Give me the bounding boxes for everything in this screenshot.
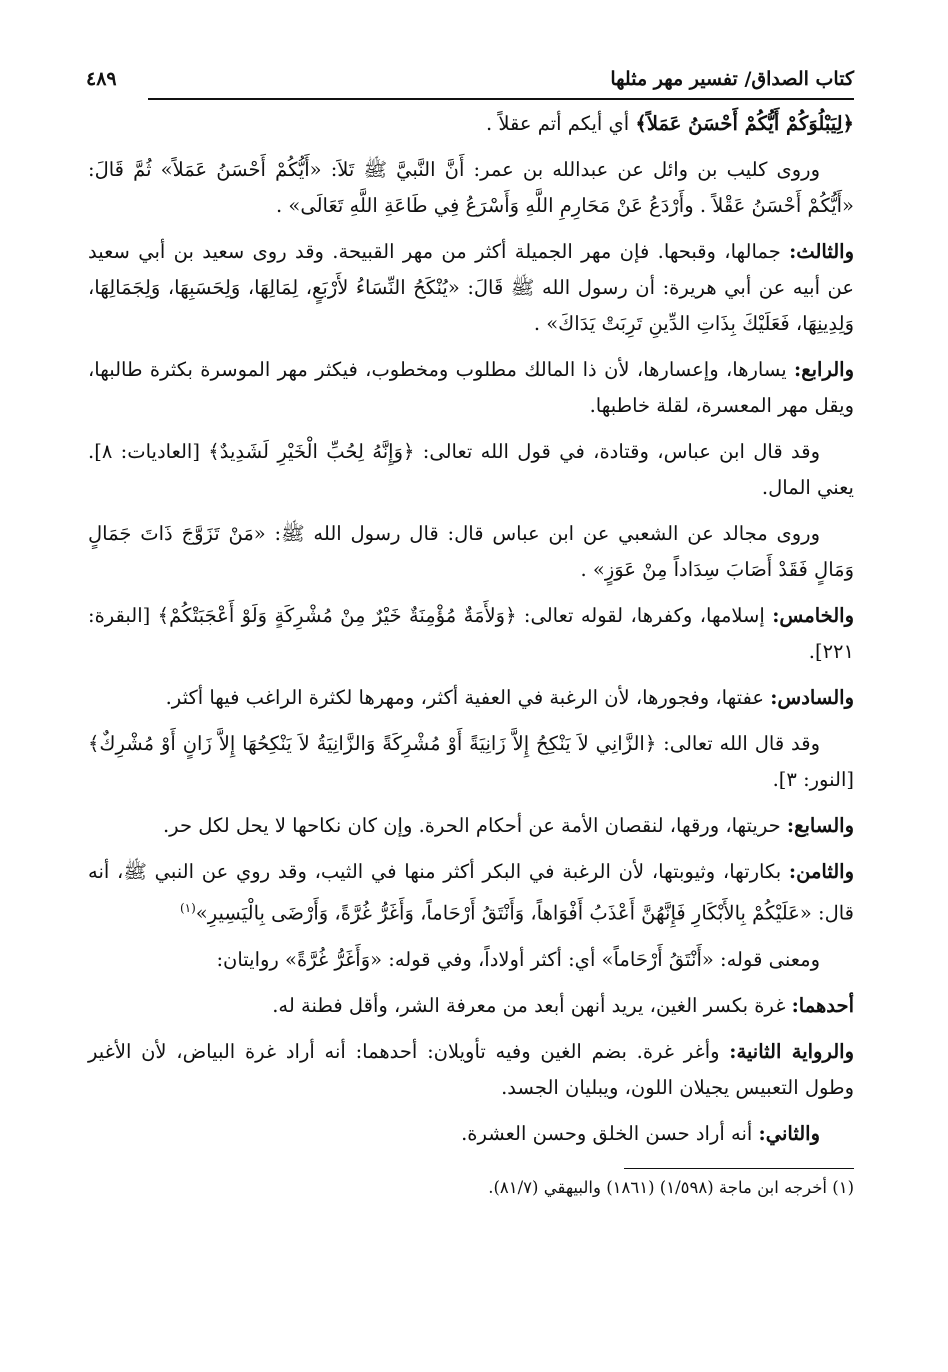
paragraph <box>88 680 854 716</box>
paragraph-text: أنه أراد حسن الخلق وحسن العشرة. <box>461 1121 759 1145</box>
page-body <box>88 106 854 1201</box>
paragraph <box>88 516 854 588</box>
paragraph <box>88 434 854 506</box>
paragraph-text: ومعنى قوله: «أَنْتَقُ أَرْحَاماً» أي: أكثر أولاداً، وفي قوله: «وَأَغَرُّ غُرَّةً» روايتان: <box>216 947 820 971</box>
paragraph <box>88 234 854 342</box>
paragraph-text: عفتها، وفجورها، لأن الرغبة في العفية أكثر، ومهرها لكثرة الراغب فيها أكثر. <box>165 686 771 709</box>
paragraph <box>88 352 854 424</box>
paragraph-lead: أحدهما: <box>791 993 854 1017</box>
paragraph <box>88 598 854 670</box>
paragraph-lead: والثاني: <box>758 1121 820 1145</box>
footnote-reference: (١) <box>179 901 196 915</box>
paragraph-text: إسلامها، وكفرها، لقوله تعالى: ﴿وَلأَمَةٌ مُؤْمِنَةٌ خَيْرٌ مِنْ مُشْرِكَةٍ وَلَوْ أَعْجَبَتْكُمْ﴾ [البقرة: ٢٢١]. <box>88 604 854 663</box>
paragraph <box>88 1034 854 1106</box>
paragraph-text: حريتها، ورقها، لنقصان الأمة عن أحكام الحرة. وإن كان نكاحها لا يحل لكل حر. <box>162 814 787 837</box>
paragraph-text: بكارتها، وثيوبتها، لأن الرغبة في البكر أكثر منها في الثيب، وقد روي عن النبي ﷺ، أنه قال: «عَلَيْكُمْ بِالأَبْكَارِ فَإِنَّهُنَّ أَعْذَبُ أَفْوَاهاً، وَأَنْتَقُ أَرْحَاماً، وَأَغَرُّ غُرَّةً، وَأَرْضَى بِالْيَسِيرِ» <box>88 860 854 925</box>
paragraph <box>88 152 854 224</box>
paragraph <box>88 1116 854 1152</box>
paragraph <box>88 942 854 978</box>
paragraph-lead: والثالث: <box>789 240 854 263</box>
running-title: كتاب الصداق/ تفسير مهر مثلها <box>600 68 854 90</box>
paragraph-text: يسارها، وإعسارها، لأن ذا المالك مطلوب ومخطوب، فيكثر مهر الموسرة بكثرة طالبها، ويقل مهر المعسرة، لقلة خاطبها. <box>88 358 854 417</box>
paragraph-text: جمالها، وقبحها. فإن مهر الجميلة أكثر من مهر القبيحة. وقد روى سعيد بن أبي سعيد عن أبيه عن أبي هريرة: أن رسول الله ﷺ قَالَ: «يُنْكَحُ النِّسَاءُ لأَرْبَعٍ، لِمَالِهَا، وَلِحَسَبِهَا، وَلِجَمَالِهَا، وَلِدِينِهَا، فَعَلَيْكَ بِذَاتِ الدِّينِ تَرِبَتْ يَدَاكَ» . <box>88 240 855 335</box>
paragraph-text: أي أيكم أتم عقلاً . <box>486 112 636 135</box>
paragraph <box>88 988 854 1024</box>
quran-verse: ﴿لِيَبْلُوَكُمْ أَيُّكُمْ أَحْسَنُ عَمَلاً﴾ <box>635 112 854 135</box>
paragraph-text: وقد قال الله تعالى: ﴿الزَّانِي لاَ يَنْكِحُ إِلاَّ زَانِيَةً أَوْ مُشْرِكَةً وَالزَّانِيَةُ لاَ يَنْكِحُهَا إِلاَّ زَانٍ أَوْ مُشْرِكٌ﴾ [النور: ٣]. <box>88 732 854 791</box>
paragraph <box>88 808 854 844</box>
paragraph-lead: والسادس: <box>770 686 854 709</box>
paragraph-text: وروى كليب بن وائل عن عبدالله بن عمر: أَنَّ النَّبيَّ ﷺ تَلاَ: «أَيُّكُمْ أَحْسَنُ عَمَلاً» ثُمَّ قَالَ: «أَيُّكُمْ أَحْسَنُ عَقْلاً . وأَرْدَعُ عَنْ مَحَارِمِ اللَّهِ وَأَسْرَعُ فِي طَاعَةِ اللَّهِ تَعَالَى» . <box>88 158 854 217</box>
paragraph-lead: والرابع: <box>794 358 854 381</box>
paragraph-lead: والثامن: <box>788 860 854 883</box>
paragraph-lead: والسابع: <box>786 814 854 837</box>
running-header <box>86 64 854 100</box>
paragraph <box>88 106 854 142</box>
page-number: ٤٨٩ <box>86 68 117 90</box>
paragraph-text: وأغر غرة. بضم الغين وفيه تأويلان: أحدهما: أنه أراد غرة البياض، لأن الأغير وطول التعبيس يجيلان اللون، ويبليان الجسد. <box>88 1039 854 1099</box>
paragraph-text: غرة بكسر الغين، يريد أنهن أبعد من معرفة الشر، وأقل فطنة له. <box>272 993 792 1017</box>
paragraph <box>88 726 854 798</box>
paragraph-text: وقد قال ابن عباس، وقتادة، في قول الله تعالى: ﴿وَإِنَّهُ لِحُبِّ الْخَيْرِ لَشَدِيدٌ﴾ [العاديات: ٨]. يعني المال. <box>88 440 854 499</box>
paragraph-lead: والرواية الثانية: <box>729 1039 854 1063</box>
paragraph-text: وروى مجالد عن الشعبي عن ابن عباس قال: قال رسول الله ﷺ: «مَنْ تَزَوَّجَ ذَاتَ جَمَالٍ وَمَالٍ فَقَدْ أَصَابَ سِدَاداً مِنْ عَوَزٍ» . <box>88 522 854 581</box>
footnote: (١) أخرجه ابن ماجة (١/٥٩٨) (١٨٦١) والبيهقي (٨١/٧). <box>488 1177 854 1197</box>
paragraph <box>88 854 854 932</box>
book-page <box>88 64 854 1372</box>
footnote-divider <box>624 1168 854 1169</box>
paragraph-lead: والخامس: <box>772 604 854 627</box>
